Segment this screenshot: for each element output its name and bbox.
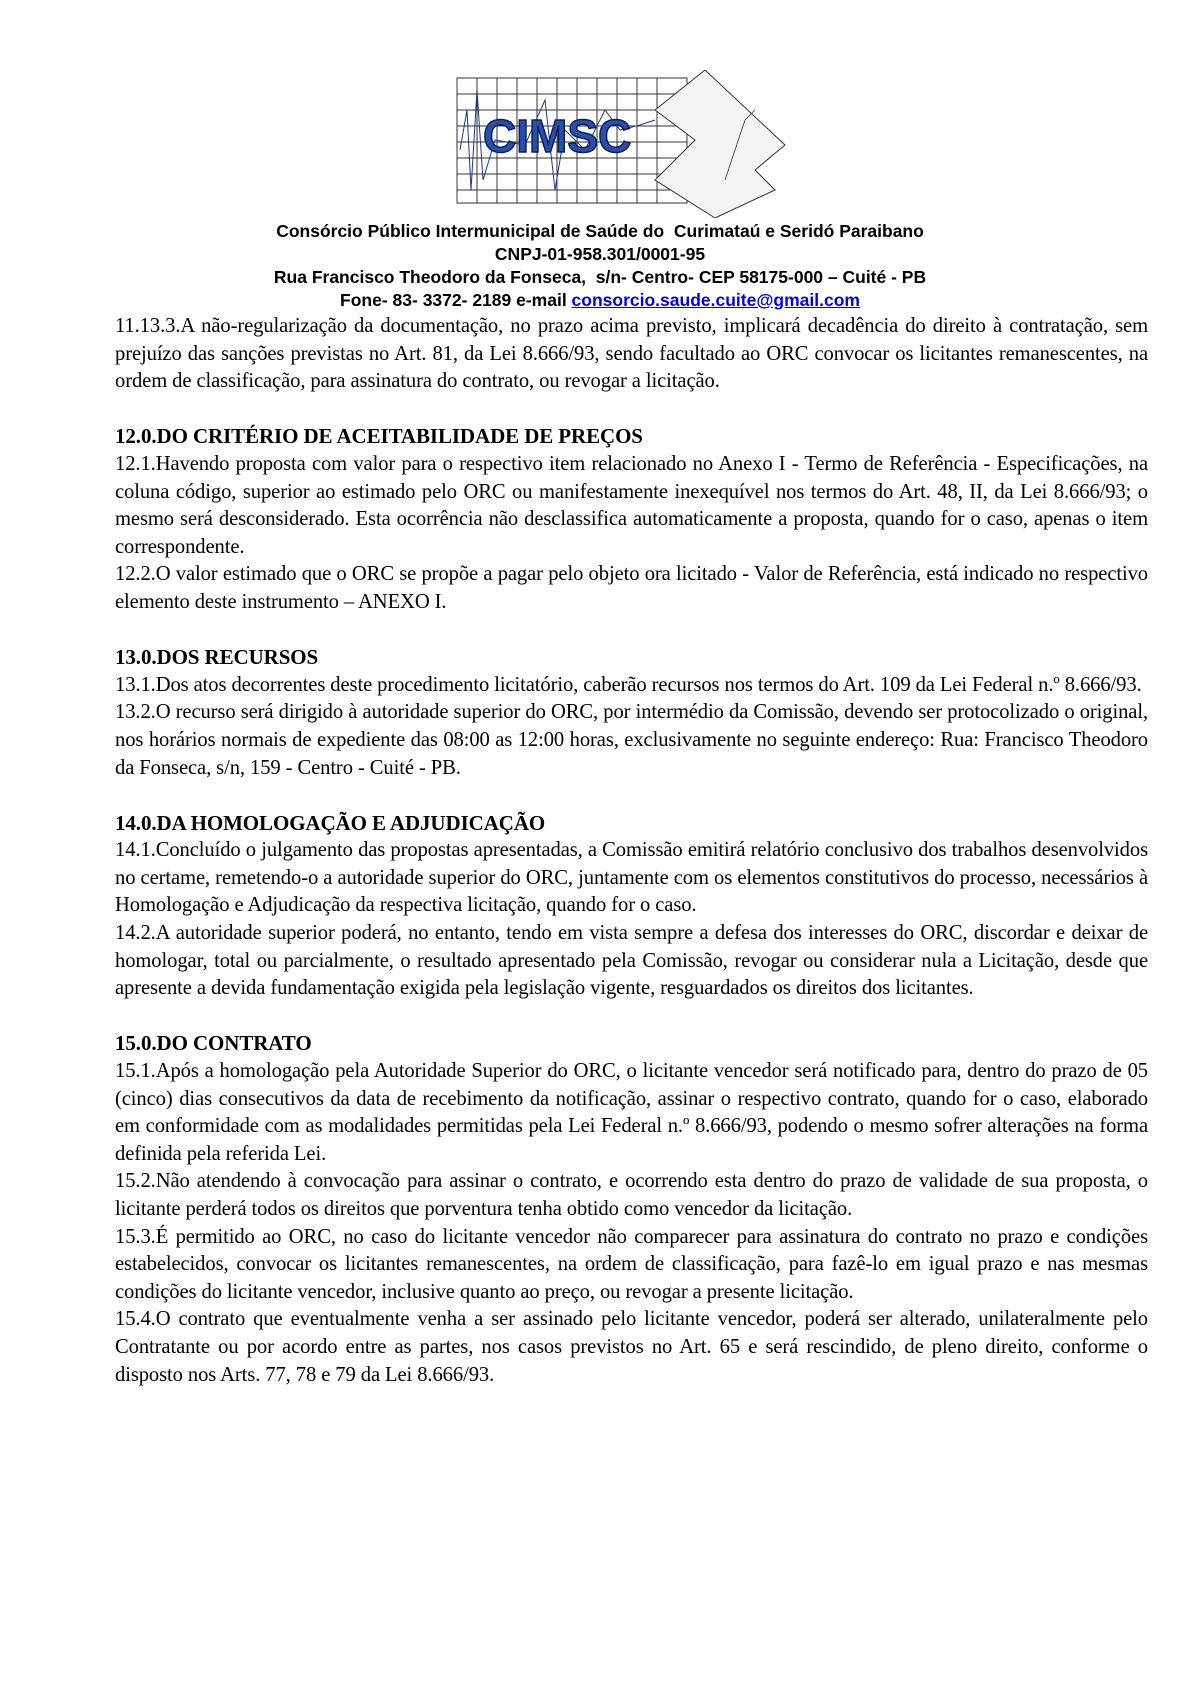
cimsc-logo <box>455 70 810 218</box>
paragraph: 14.2.A autoridade superior poderá, no entanto, tendo em vista sempre a defesa dos interesses do ORC, discordar e deixar de homologar, total ou parcialmente, o resultado apresentado pela Comissão, revogar ou considerar nula a Licitação, desde que apresente a devida fundamentação exigida pela legislação vigente, resguardados os direitos dos licitantes. <box>115 922 1148 1000</box>
paragraph: 15.1.Após a homologação pela Autoridade Superior do ORC, o licitante vencedor será notificado para, dentro do prazo de 05 (cinco) dias consecutivos da data de recebimento da notificação, assinar o respectivo contrato, quando for o caso, elaborado em conformidade com as modalidades permitidas pela Lei Federal n.º 8.666/93, podendo o mesmo sofrer alterações na forma definida pela referida Lei. <box>115 1060 1148 1165</box>
section-heading: 14.0.DA HOMOLOGAÇÃO E ADJUDICAÇÃO <box>115 810 546 835</box>
address: Rua Francisco Theodoro da Fonseca, s/n- Centro- CEP 58175-000 – Cuité - PB <box>273 267 927 287</box>
paragraph: 12.2.O valor estimado que o ORC se propõe a pagar pelo objeto ora licitado - Valor de Referência, está indicado no respectivo elemento deste instrumento – ANEXO I. <box>115 563 1148 613</box>
paragraph-11-13-3: 11.13.3.A não-regularização da documentação, no prazo acima previsto, implicará decadência do direito à contratação, sem prejuízo das sanções previstas no Art. 81, da Lei 8.666/93, sendo facultado ao ORC convocar os licitantes remanescentes, na ordem de classificação, para assinatura do contrato, ou revogar a licitação. <box>115 315 1148 393</box>
cnpj: CNPJ-01-958.301/0001-95 <box>494 244 706 264</box>
paragraph: 15.3.É permitido ao ORC, no caso do licitante vencedor não comparecer para assinatura do contrato no prazo e condições estabelecidos, convocar os licitantes remanescentes, na ordem de classificação, para fazê-lo em igual prazo e nas mesmas condições do licitante vencedor, inclusive quanto ao preço, ou revogar a presente licitação. <box>115 1225 1148 1303</box>
section-heading: 15.0.DO CONTRATO <box>115 1031 312 1056</box>
email-link[interactable]: consorcio.saude.cuite@gmail.com <box>571 290 860 310</box>
paragraph: 15.2.Não atendendo à convocação para assinar o contrato, e ocorrendo esta dentro do prazo de validade de sua proposta, o licitante perderá todos os direitos que porventura tenha obtido como vencedor da licitação. <box>115 1170 1148 1220</box>
paragraph: 15.4.O contrato que eventualmente venha a ser assinado pelo licitante vencedor, poderá ser alterado, unilateralmente pelo Contratante ou por acordo entre as partes, nos casos previstos no Art. 65 e será rescindido, de pleno direito, conforme o disposto nos Arts. 77, 78 e 79 da Lei 8.666/93. <box>115 1308 1148 1386</box>
org-name: Consórcio Público Intermunicipal de Saúde do Curimataú e Seridó Paraibano <box>276 221 924 241</box>
section-heading: 13.0.DOS RECURSOS <box>115 645 319 670</box>
phone: Fone- 83- 3372- 2189 e-mail <box>340 290 572 310</box>
section-heading: 12.0.DO CRITÉRIO DE ACEITABILIDADE DE PREÇOS <box>115 424 643 449</box>
document-body <box>115 313 1148 1389</box>
svg-text:CIMSC: CIMSC <box>483 110 632 162</box>
contact-line <box>0 289 1200 312</box>
paragraph: 12.1.Havendo proposta com valor para o respectivo item relacionado no Anexo I - Termo de Referência - Especificações, na coluna código, superior ao estimado pelo ORC ou manifestamente inexequível nos termos do Art. 48, II, da Lei 8.666/93; o mesmo será desconsiderado. Esta ocorrência não desclassifica automaticamente a proposta, quando for o caso, apenas o item correspondente. <box>115 452 1148 558</box>
letterhead <box>0 220 1200 312</box>
paragraph: 13.1.Dos atos decorrentes deste procedimento licitatório, caberão recursos nos termos do Art. 109 da Lei Federal n.º 8.666/93. <box>115 673 1142 696</box>
paragraph: 13.2.O recurso será dirigido à autoridade superior do ORC, por intermédio da Comissão, devendo ser protocolizado o original, nos horários normais de expediente das 08:00 as 12:00 horas, exclusivamente no seguinte endereço: Rua: Francisco Theodoro da Fonseca, s/n, 159 - Centro - Cuité - PB. <box>115 701 1148 779</box>
paragraph: 14.1.Concluído o julgamento das propostas apresentadas, a Comissão emitirá relatório conclusivo dos trabalhos desenvolvidos no certame, remetendo-o a autoridade superior do ORC, juntamente com os elementos constitutivos do processo, necessários à Homologação e Adjudicação da respectiva licitação, quando for o caso. <box>115 839 1148 917</box>
